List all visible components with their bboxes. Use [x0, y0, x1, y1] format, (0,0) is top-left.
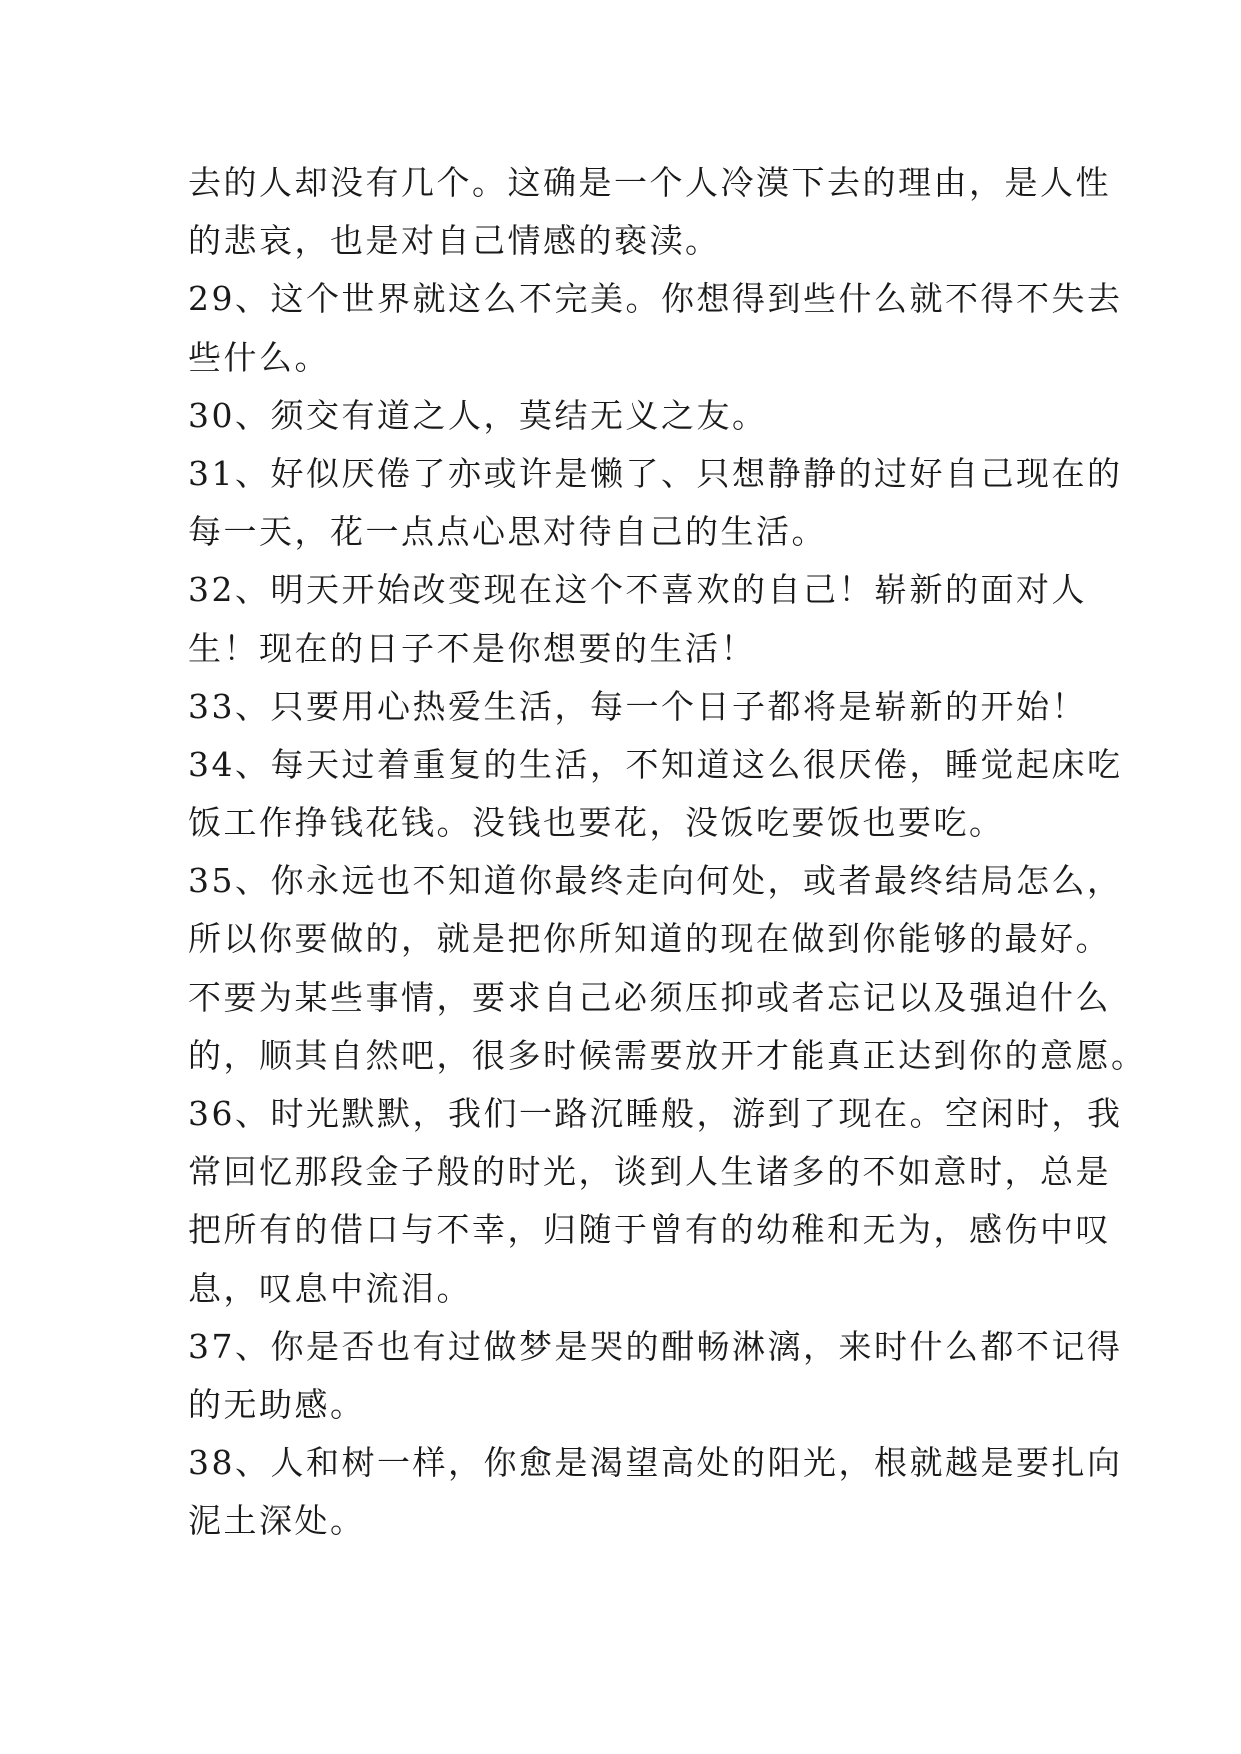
text-line: 常回忆那段金子般的时光，谈到人生诸多的不如意时，总是	[188, 1152, 1111, 1192]
text-line: 饭工作挣钱花钱。没钱也要花，没饭吃要饭也要吃。	[188, 803, 1005, 843]
text-line: 所以你要做的，就是把你所知道的现在做到你能够的最好。	[188, 919, 1111, 959]
text-line: 32、明天开始改变现在这个不喜欢的自己！崭新的面对人	[188, 570, 1087, 610]
text-line: 些什么。	[188, 337, 330, 377]
text-line: 31、好似厌倦了亦或许是懒了、只想静静的过好自己现在的	[188, 453, 1123, 493]
text-line: 息，叹息中流泪。	[188, 1268, 472, 1308]
text-line: 37、你是否也有过做梦是哭的酣畅淋漓，来时什么都不记得	[188, 1326, 1123, 1366]
text-line: 的，顺其自然吧，很多时候需要放开才能真正达到你的意愿。	[188, 1035, 1147, 1075]
body-text	[188, 154, 1147, 1551]
text-line: 33、只要用心热爱生活，每一个日子都将是崭新的开始！	[188, 686, 1087, 726]
text-line: 35、你永远也不知道你最终走向何处，或者最终结局怎么，	[188, 861, 1123, 901]
text-line: 38、人和树一样，你愈是渴望高处的阳光，根就越是要扎向	[188, 1443, 1123, 1483]
text-line: 生！现在的日子不是你想要的生活！	[188, 628, 756, 668]
text-line: 36、时光默默，我们一路沉睡般，游到了现在。空闲时，我	[188, 1094, 1123, 1133]
text-line: 去的人却没有几个。这确是一个人冷漠下去的理由，是人性	[188, 163, 1111, 202]
text-line: 不要为某些事情，要求自己必须压抑或者忘记以及强迫什么	[188, 977, 1111, 1017]
text-line: 的悲哀，也是对自己情感的亵渎。	[188, 221, 721, 261]
text-line: 每一天，花一点点心思对待自己的生活。	[188, 512, 827, 552]
text-line: 34、每天过着重复的生活，不知道这么很厌倦，睡觉起床吃	[188, 744, 1123, 784]
text-line: 29、这个世界就这么不完美。你想得到些什么就不得不失去	[188, 279, 1123, 319]
text-line: 把所有的借口与不幸，归随于曾有的幼稚和无为，感伤中叹	[188, 1210, 1111, 1250]
text-line: 的无助感。	[188, 1384, 366, 1424]
text-line: 泥土深处。	[188, 1501, 366, 1541]
text-line: 30、须交有道之人，莫结无义之友。	[188, 395, 768, 435]
